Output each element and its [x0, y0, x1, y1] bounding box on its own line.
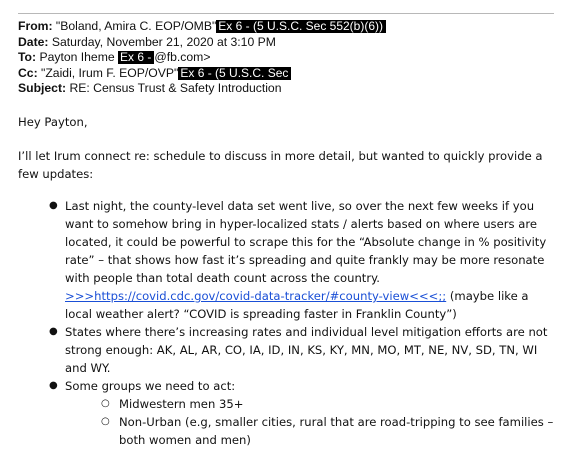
cc-line	[18, 66, 563, 82]
redaction-box: Ex 6 - (5 U.S.C. Sec 552(b)(6))	[216, 20, 386, 33]
sub-list	[101, 395, 555, 449]
bullet-icon: ●	[49, 200, 58, 211]
header-divider	[18, 13, 554, 14]
cc-value: "Zaidi, Irum F. EOP/OVP"	[41, 65, 179, 80]
bullet-text-after: (maybe like a local weather alert? “COVID is spreading faster in Franklin County”)	[65, 289, 529, 321]
list-item	[49, 323, 555, 377]
subject-line	[18, 81, 563, 97]
to-line	[18, 50, 563, 66]
date-label: Date:	[18, 34, 49, 49]
redaction-box: Ex 6 - (5 U.S.C. Sec	[178, 67, 291, 80]
to-suffix: @fb.com>	[154, 50, 211, 65]
from-line	[18, 19, 563, 35]
subject-value: RE: Census Trust & Safety Introduction	[69, 81, 282, 96]
email-header	[18, 19, 563, 97]
to-label: To:	[18, 50, 37, 65]
cdc-tracker-link[interactable]: >>>https://covid.cdc.gov/covid-data-tracker/#county-view<<<;;	[65, 289, 447, 303]
circle-bullet-icon: ○	[101, 416, 110, 427]
cc-label: Cc:	[18, 65, 38, 80]
from-value: "Boland, Amira C. EOP/OMB"	[55, 19, 217, 33]
sub-item-text: Midwestern men 35+	[119, 397, 244, 411]
circle-bullet-icon: ○	[101, 398, 110, 409]
redaction-box: Ex 6 -	[118, 51, 154, 64]
sub-list-item	[101, 413, 555, 449]
bullet-text: Some groups we need to act:	[65, 379, 236, 393]
sub-list-item	[101, 395, 555, 413]
subject-label: Subject:	[18, 81, 67, 96]
bullet-text: Last night, the county-level data set went live, so over the next few weeks if you want to somehow bring in hyper-localized stats / alerts based on where users are located, it could be powerful to scrape this for the “Absolute change in % positivity rate” – that shows how fast it’s spreading and quite frankly may be more resonate with people than total death count across the country.	[65, 199, 547, 285]
greeting: Hey Payton,	[18, 115, 88, 129]
bullet-icon: ●	[49, 326, 58, 337]
date-value: Saturday, November 21, 2020 at 3:10 PM	[51, 34, 276, 49]
bullet-icon: ●	[49, 380, 58, 391]
from-label: From:	[18, 19, 53, 33]
update-list	[49, 197, 555, 449]
intro-paragraph: I’ll let Irum connect re: schedule to discuss in more detail, but wanted to quickly provide a few updates:	[18, 149, 543, 181]
list-item	[49, 377, 555, 449]
to-value: Payton Iheme	[39, 50, 115, 65]
date-line	[18, 35, 563, 51]
list-item	[49, 197, 555, 323]
bullet-text: States where there’s increasing rates and individual level mitigation efforts are not strong enough: AK, AL, AR, CO, IA, ID, IN, KS, KY, MN, MO, MT, NE, NV, SD, TN, WI and WY.	[65, 325, 548, 375]
sub-item-text: Non-Urban (e.g, smaller cities, rural that are road-tripping to see families – both women and men)	[119, 415, 554, 447]
